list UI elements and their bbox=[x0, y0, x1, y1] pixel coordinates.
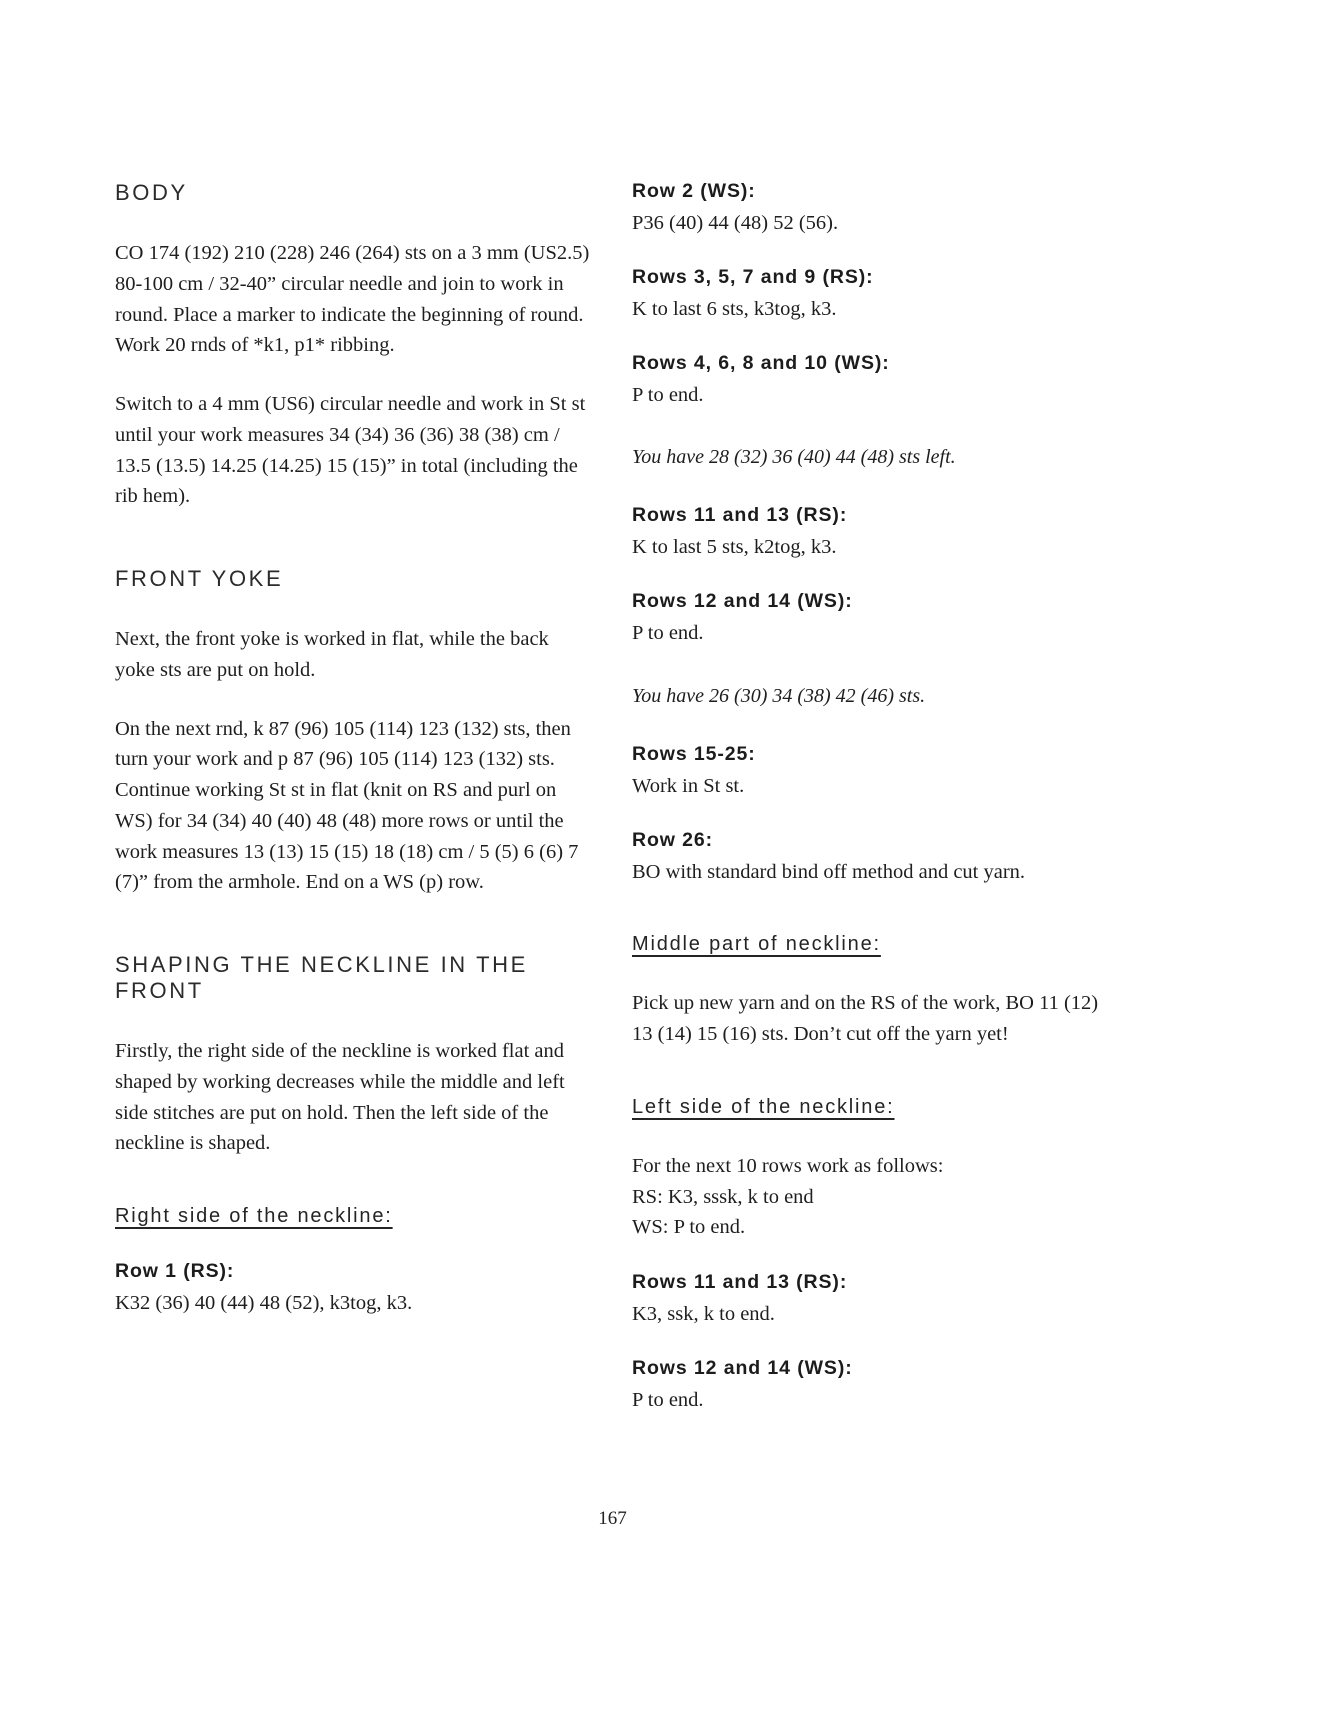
row-text: BO with standard bind off method and cut yarn. bbox=[632, 860, 1026, 883]
row-label: Rows 15-25: bbox=[632, 742, 756, 765]
subheading-left-side-neckline: Left side of the neckline: bbox=[632, 1095, 895, 1118]
page-number: 167 bbox=[598, 1508, 627, 1529]
row-label: Row 26: bbox=[632, 828, 714, 851]
row-text: K to last 6 sts, k3tog, k3. bbox=[632, 297, 837, 320]
paragraph-switch-needle: Switch to a 4 mm (US6) circular needle and work in St st until your work measures 34 (34) 36 (36) 38 (38) cm / 13.5 (13.5) 14.25 (14.25) 15 (15)” in total (including the rib hem). bbox=[115, 393, 586, 508]
paragraph-cast-on: CO 174 (192) 210 (228) 246 (264) sts on a 3 mm (US2.5) 80-100 cm / 32-40” circular needle and join to work in round. Place a marker to indicate the beginning of round. Work 20 rnds of *k1, p1* ribbing. bbox=[115, 242, 590, 357]
instruction-line: WS: P to end. bbox=[632, 1216, 746, 1239]
row-text: P to end. bbox=[632, 622, 704, 644]
right-column bbox=[632, 180, 1110, 1443]
instruction-line: For the next 10 rows work as follows: bbox=[632, 1154, 944, 1177]
row-label: Rows 4, 6, 8 and 10 (WS): bbox=[632, 351, 890, 374]
row-text: P to end. bbox=[632, 383, 704, 406]
subheading-right-side-neckline: Right side of the neckline: bbox=[115, 1205, 393, 1227]
row-instruction-group bbox=[632, 180, 1110, 239]
row-label: Row 2 (WS): bbox=[632, 180, 756, 202]
paragraph-on-next-rnd: On the next rnd, k 87 (96) 105 (114) 123 (132) sts, then turn your work and p 87 (96) 105 (114) 123 (132) sts. bbox=[115, 717, 571, 771]
row-instruction-group bbox=[115, 1260, 593, 1319]
row-text: P to end. bbox=[632, 1388, 704, 1411]
two-column-layout bbox=[115, 180, 1110, 1443]
row-label: Rows 11 and 13 (RS): bbox=[632, 504, 848, 527]
row-label: Rows 3, 5, 7 and 9 (RS): bbox=[632, 265, 874, 288]
paragraph-pick-up-yarn: Pick up new yarn and on the RS of the work, BO 11 (12) 13 (14) 15 (16) sts. Don’t cut off the yarn yet! bbox=[632, 992, 1099, 1045]
row-text: P36 (40) 44 (48) 52 (56). bbox=[632, 212, 839, 234]
stitch-count-note: You have 28 (32) 36 (40) 44 (48) sts left. bbox=[632, 446, 956, 469]
row-instruction-group bbox=[632, 1271, 1110, 1330]
row-instruction-group bbox=[632, 352, 1110, 411]
row-text: Work in St st. bbox=[632, 774, 745, 797]
paragraph-firstly: Firstly, the right side of the neckline is worked flat and shaped by working decreases while the middle and left side stitches are put on hold. Then the left side of the neckline is shaped. bbox=[115, 1040, 565, 1155]
paragraph-continue-st-st: Continue working St st in flat (knit on RS and purl on WS) for 34 (34) 40 (40) 48 (48) more rows or until the work measures 13 (13) 15 (15) 18 (18) cm / 5 (5) 6 (6) 7 (7)” from the armhole. End on a WS (p) row. bbox=[115, 779, 579, 894]
row-label: Rows 12 and 14 (WS): bbox=[632, 590, 853, 612]
instruction-line: RS: K3, sssk, k to end bbox=[632, 1185, 814, 1208]
paragraph-next-10-rows bbox=[632, 1151, 1110, 1243]
row-instruction-group bbox=[632, 829, 1110, 888]
section-heading-body: BODY bbox=[115, 180, 188, 205]
left-column bbox=[115, 180, 593, 1443]
subheading-middle-neckline: Middle part of neckline: bbox=[632, 933, 881, 956]
row-text: K3, ssk, k to end. bbox=[632, 1303, 775, 1325]
row-instruction-group bbox=[632, 743, 1110, 802]
section-heading-shaping-neckline: SHAPING THE NECKLINE IN THE FRONT bbox=[115, 952, 528, 1003]
row-label: Row 1 (RS): bbox=[115, 1260, 235, 1282]
row-instruction-group bbox=[632, 504, 1110, 563]
row-instruction-group bbox=[632, 266, 1110, 325]
section-heading-front-yoke: FRONT YOKE bbox=[115, 566, 284, 591]
row-label: Rows 11 and 13 (RS): bbox=[632, 1271, 848, 1293]
paragraph-front-yoke-intro: Next, the front yoke is worked in flat, while the back yoke sts are put on hold. bbox=[115, 628, 549, 681]
row-instruction-group bbox=[632, 1357, 1110, 1416]
row-instruction-group bbox=[632, 590, 1110, 649]
row-text: K32 (36) 40 (44) 48 (52), k3tog, k3. bbox=[115, 1292, 413, 1314]
row-text: K to last 5 sts, k2tog, k3. bbox=[632, 536, 837, 559]
row-label: Rows 12 and 14 (WS): bbox=[632, 1356, 853, 1379]
stitch-count-note: You have 26 (30) 34 (38) 42 (46) sts. bbox=[632, 684, 926, 707]
